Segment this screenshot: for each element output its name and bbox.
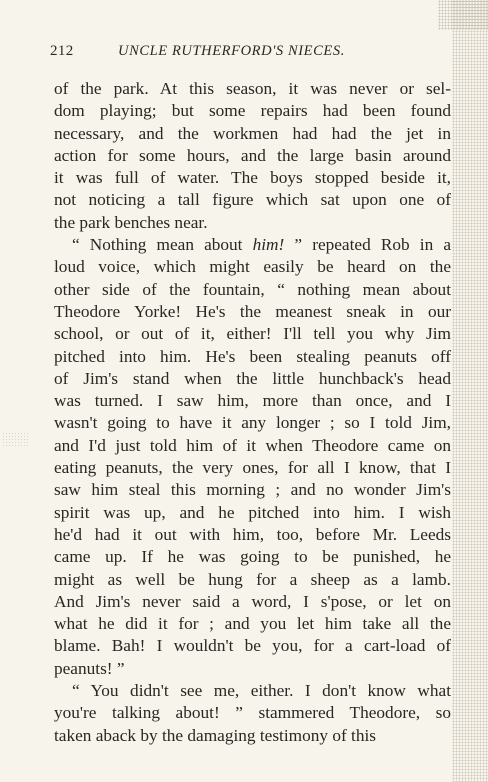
text-line: might as well be hung for a sheep as a lamb. (54, 569, 451, 589)
text-line (54, 234, 451, 256)
text-line: what he did it for ; and you let him take all the (54, 614, 451, 634)
page-number: 212 (50, 43, 74, 59)
body-text (54, 78, 451, 747)
text-line: you're talking about! ” stammered Theodore, so (54, 703, 451, 723)
text-line: dom playing; but some repairs had been found (54, 101, 451, 121)
text-line: was turned. I saw him, more than once, and I (54, 391, 451, 411)
text-line: And Jim's never said a word, I s'pose, or let on (54, 591, 451, 611)
paragraph (54, 680, 451, 747)
text-line: “ You didn't see me, either. I don't know what (72, 681, 451, 701)
text-line: wasn't going to have it any longer ; so I told Jim, (54, 413, 451, 433)
text-line: Theodore Yorke! He's the meanest sneak in our (54, 301, 451, 321)
text-line: necessary, and the workmen had had the jet in (54, 123, 451, 143)
text-line: he'd had it out with him, too, before Mr. Leeds (54, 524, 451, 544)
text-line: the park benches near. (54, 212, 208, 232)
text-line: blame. Bah! I wouldn't be you, for a cart-load of (54, 636, 451, 656)
page-header (50, 43, 450, 65)
emphasized-word: him! (252, 235, 285, 255)
text-line: school, or out of it, either! I'll tell you why Jim (54, 324, 451, 344)
text-line: eating peanuts, the very ones, for all I know, that I (54, 458, 451, 478)
text-line: it was full of water. The boys stopped beside it, (54, 168, 451, 188)
paper-speck (2, 432, 30, 446)
text-line: action for some hours, and the large basin around (54, 145, 451, 165)
text-line: pitched into him. He's been stealing peanuts off (54, 346, 451, 366)
paragraph (54, 234, 451, 680)
page-corner-texture (438, 0, 488, 30)
text-line: and I'd just told him of it when Theodore came on (54, 435, 451, 455)
text-segment: “ Nothing mean about (72, 235, 253, 255)
running-head: UNCLE RUTHERFORD'S NIECES. (118, 43, 345, 59)
text-line: saw him steal this morning ; and no wonder Jim's (54, 480, 451, 500)
text-line: came up. If he was going to be punished, he (54, 547, 451, 567)
text-line: taken aback by the damaging testimony of this (54, 725, 377, 745)
text-segment: ” repeated Rob in a (284, 235, 451, 255)
paragraph (54, 78, 451, 234)
text-line: other side of the fountain, “ nothing mean about (54, 279, 451, 299)
text-line: spirit was up, and he pitched into him. I wish (54, 502, 451, 522)
text-line: of Jim's stand when the little hunchback's head (54, 368, 451, 388)
text-line: loud voice, which might easily be heard on the (54, 257, 451, 277)
text-line: of the park. At this season, it was never or sel- (54, 79, 451, 98)
text-line: not noticing a tall figure which sat upon one of (54, 190, 451, 210)
page-edge-texture (452, 0, 488, 782)
text-line: peanuts! ” (54, 658, 125, 678)
